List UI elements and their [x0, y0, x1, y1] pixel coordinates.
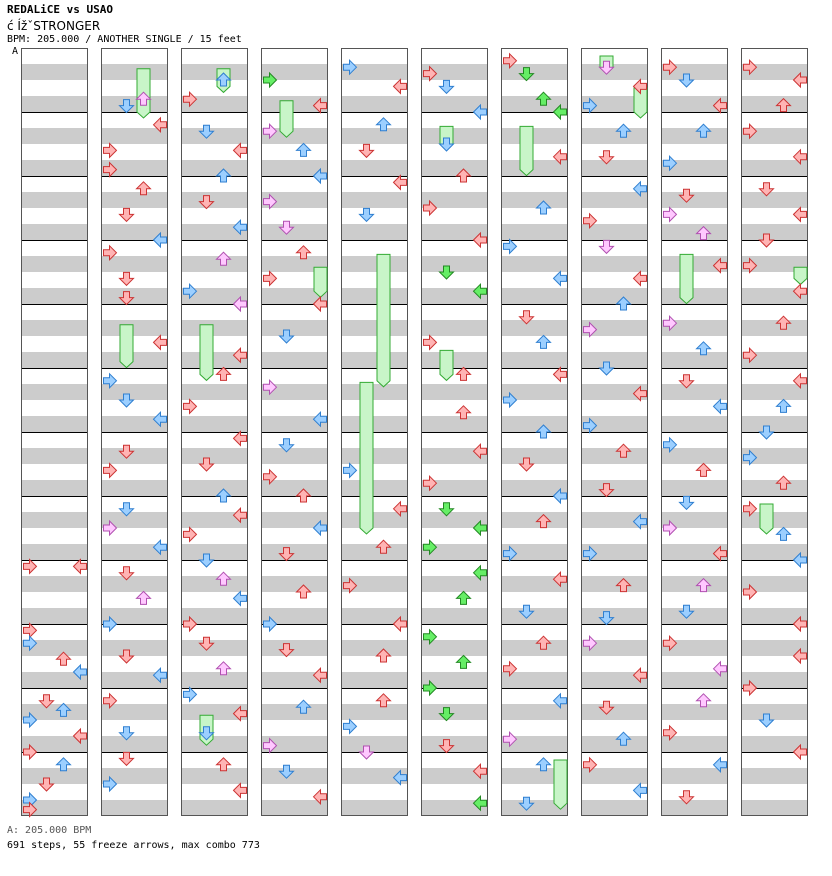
beat-band — [421, 576, 488, 592]
beat-band — [341, 320, 408, 336]
beat-band — [501, 320, 568, 336]
beat-band — [181, 576, 248, 592]
beat-band — [261, 768, 328, 784]
beat-band — [741, 320, 808, 336]
beat-band — [581, 128, 648, 144]
bpm-footer: A: 205.000 BPM — [7, 825, 92, 836]
beat-band — [581, 448, 648, 464]
beat-band — [261, 576, 328, 592]
beat-band — [341, 544, 408, 560]
beat-band — [101, 736, 168, 752]
beat-band — [741, 480, 808, 496]
beat-band — [741, 96, 808, 112]
beat-band — [181, 800, 248, 816]
beat-band — [341, 288, 408, 304]
song-title: REDALiCE vs USAO — [7, 3, 113, 16]
beat-band — [661, 480, 728, 496]
beat-band — [421, 704, 488, 720]
beat-band — [661, 672, 728, 688]
beat-band — [501, 608, 568, 624]
beat-band — [341, 672, 408, 688]
chart-meta: BPM: 205.000 / ANOTHER SINGLE / 15 feet — [7, 34, 242, 45]
bpm-marker: A — [12, 46, 19, 57]
beat-band — [261, 320, 328, 336]
beat-band — [21, 192, 88, 208]
beat-band — [21, 160, 88, 176]
freeze-arrow — [377, 254, 390, 386]
beat-band — [421, 128, 488, 144]
beat-band — [661, 128, 728, 144]
beat-band — [341, 640, 408, 656]
beat-band — [21, 320, 88, 336]
beat-band — [501, 192, 568, 208]
beat-band — [421, 416, 488, 432]
beat-band — [181, 416, 248, 432]
beat-band — [21, 544, 88, 560]
beat-band — [341, 256, 408, 272]
beat-band — [421, 256, 488, 272]
beat-band — [181, 192, 248, 208]
beat-band — [661, 384, 728, 400]
freeze-arrow — [120, 325, 133, 368]
beat-band — [661, 576, 728, 592]
beat-band — [501, 224, 568, 240]
beat-band — [341, 512, 408, 528]
beat-band — [661, 416, 728, 432]
beat-band — [501, 512, 568, 528]
beat-band — [661, 288, 728, 304]
beat-band — [181, 64, 248, 80]
beat-band — [581, 64, 648, 80]
beat-band — [501, 160, 568, 176]
beat-band — [181, 768, 248, 784]
beat-band — [501, 448, 568, 464]
beat-band — [741, 160, 808, 176]
beat-band — [101, 192, 168, 208]
beat-band — [21, 416, 88, 432]
beat-band — [181, 320, 248, 336]
beat-band — [101, 96, 168, 112]
beat-band — [21, 288, 88, 304]
freeze-arrow — [200, 325, 213, 381]
beat-band — [341, 160, 408, 176]
beat-band — [21, 64, 88, 80]
beat-band — [501, 128, 568, 144]
beat-band — [341, 96, 408, 112]
beat-band — [581, 704, 648, 720]
beat-band — [581, 192, 648, 208]
beat-band — [101, 320, 168, 336]
beat-band — [181, 384, 248, 400]
beat-band — [741, 704, 808, 720]
beat-band — [581, 352, 648, 368]
beat-band — [181, 544, 248, 560]
beat-band — [421, 736, 488, 752]
beat-band — [21, 448, 88, 464]
beat-band — [181, 160, 248, 176]
beat-band — [261, 224, 328, 240]
beat-band — [341, 480, 408, 496]
beat-band — [261, 704, 328, 720]
beat-band — [21, 256, 88, 272]
freeze-arrow — [520, 126, 533, 175]
beat-band — [21, 608, 88, 624]
beat-band — [21, 96, 88, 112]
beat-band — [341, 736, 408, 752]
beat-band — [741, 800, 808, 816]
beat-band — [661, 704, 728, 720]
beat-band — [341, 384, 408, 400]
beat-band — [101, 128, 168, 144]
beat-band — [341, 128, 408, 144]
beat-band — [741, 416, 808, 432]
beat-band — [341, 704, 408, 720]
beat-band — [101, 352, 168, 368]
beat-band — [501, 640, 568, 656]
freeze-arrow — [314, 267, 327, 297]
beat-band — [21, 128, 88, 144]
freeze-arrow — [760, 504, 773, 534]
beat-band — [181, 448, 248, 464]
freeze-arrow — [680, 254, 693, 303]
beat-band — [501, 416, 568, 432]
beat-band — [581, 288, 648, 304]
beat-band — [101, 640, 168, 656]
beat-band — [261, 448, 328, 464]
beat-band — [661, 800, 728, 816]
freeze-arrow — [440, 350, 453, 380]
beat-band — [741, 768, 808, 784]
beat-band — [181, 480, 248, 496]
freeze-arrow — [554, 760, 567, 809]
beat-band — [741, 384, 808, 400]
beat-band — [581, 576, 648, 592]
beat-band — [421, 160, 488, 176]
beat-band — [21, 384, 88, 400]
beat-band — [661, 768, 728, 784]
beat-band — [101, 448, 168, 464]
beat-band — [661, 352, 728, 368]
beat-band — [501, 256, 568, 272]
beat-band — [21, 224, 88, 240]
beat-band — [181, 672, 248, 688]
beat-band — [421, 608, 488, 624]
beat-band — [261, 544, 328, 560]
beat-band — [261, 352, 328, 368]
beat-band — [661, 224, 728, 240]
beat-band — [661, 608, 728, 624]
beat-band — [181, 256, 248, 272]
freeze-arrow — [280, 101, 293, 137]
beat-band — [341, 224, 408, 240]
beat-band — [181, 640, 248, 656]
beat-band — [21, 768, 88, 784]
beat-band — [421, 384, 488, 400]
beat-band — [581, 160, 648, 176]
beat-band — [21, 480, 88, 496]
beat-band — [501, 352, 568, 368]
beat-band — [581, 800, 648, 816]
beat-band — [661, 192, 728, 208]
beat-band — [341, 352, 408, 368]
beat-band — [581, 608, 648, 624]
beat-band — [101, 480, 168, 496]
beat-band — [101, 64, 168, 80]
beat-band — [261, 800, 328, 816]
beat-band — [341, 192, 408, 208]
beat-band — [501, 288, 568, 304]
beat-band — [101, 800, 168, 816]
beat-band — [741, 224, 808, 240]
beat-band — [21, 352, 88, 368]
freeze-arrow — [360, 382, 373, 534]
beat-band — [581, 256, 648, 272]
beat-band — [501, 704, 568, 720]
song-subtitle: ć ÍžˇSTRONGER — [7, 19, 101, 33]
beat-band — [421, 320, 488, 336]
beat-band — [101, 576, 168, 592]
beat-band — [421, 352, 488, 368]
beat-band — [581, 480, 648, 496]
beat-band — [341, 800, 408, 816]
beat-band — [341, 416, 408, 432]
beat-band — [581, 736, 648, 752]
beat-band — [181, 736, 248, 752]
beat-band — [21, 576, 88, 592]
beat-band — [181, 128, 248, 144]
beat-band — [21, 512, 88, 528]
beat-band — [741, 192, 808, 208]
chart-stats: 691 steps, 55 freeze arrows, max combo 773 — [7, 840, 260, 851]
beat-band — [261, 640, 328, 656]
beat-band — [341, 448, 408, 464]
beat-band — [101, 288, 168, 304]
